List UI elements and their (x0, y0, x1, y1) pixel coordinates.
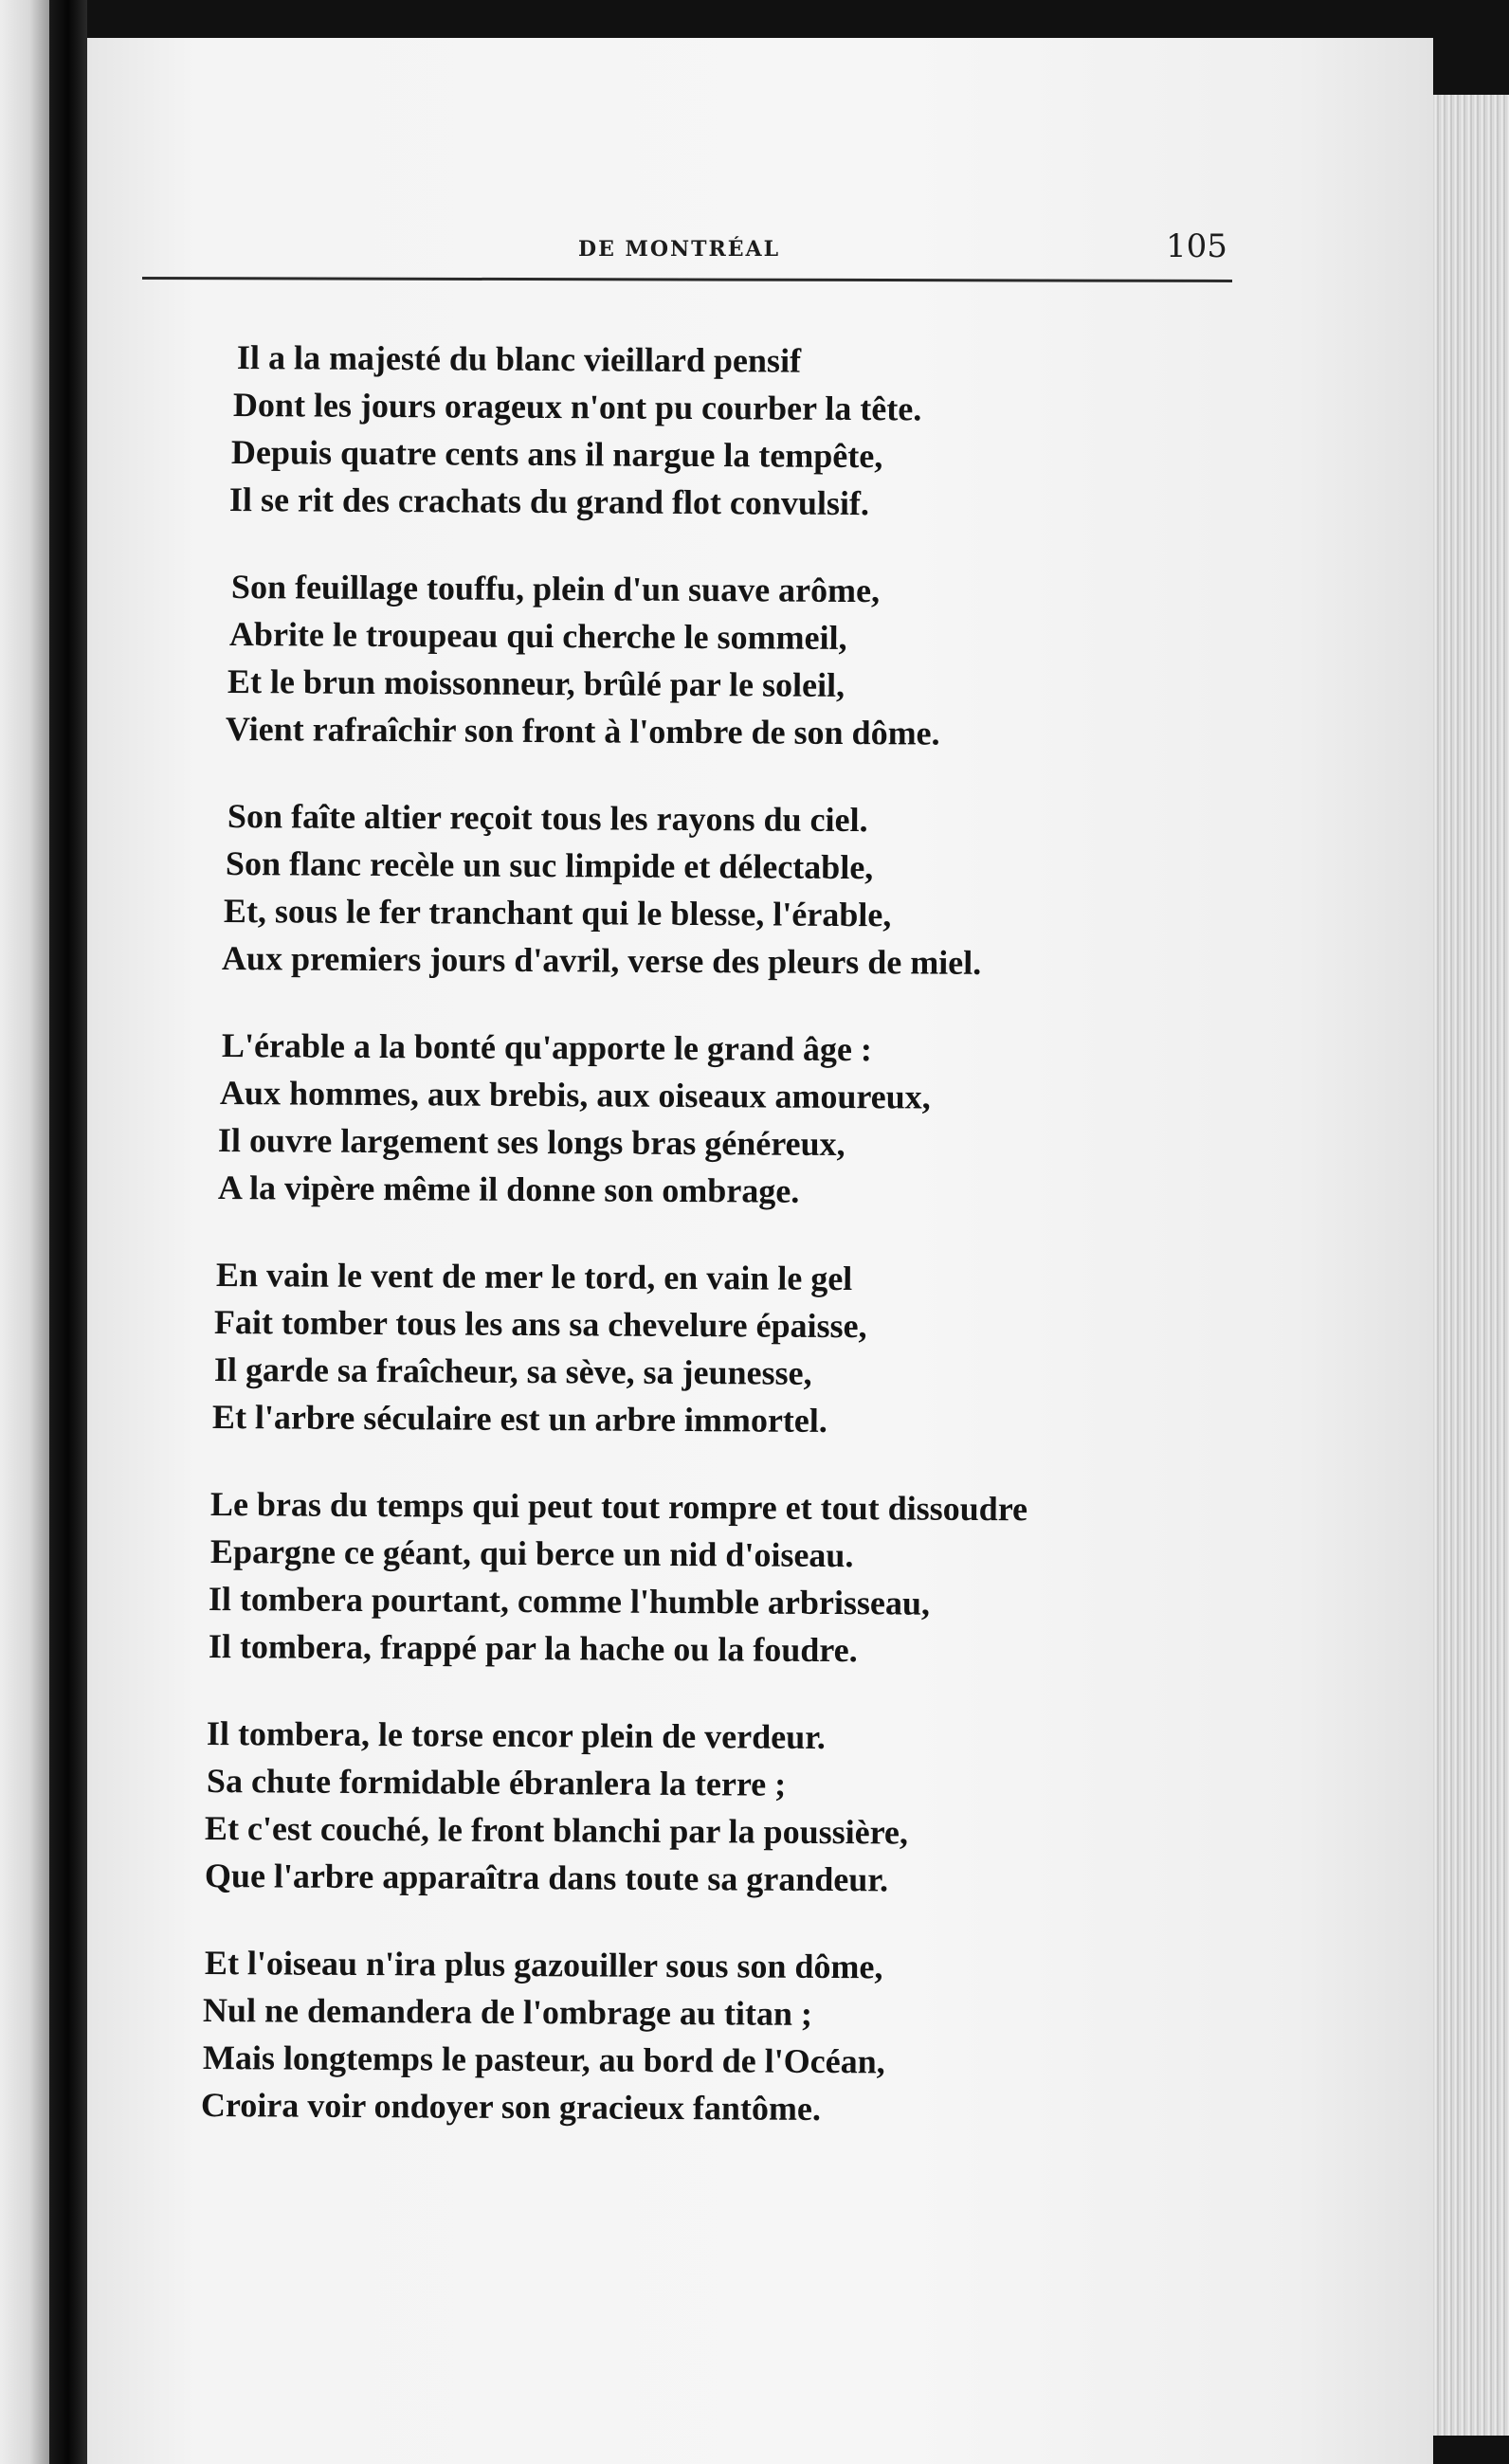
stanza (211, 1251, 1177, 1440)
stanza (225, 563, 1177, 752)
verse-line: Depuis quatre cents ans il nargue la tempête, (230, 433, 883, 476)
verse-line: Vient rafraîchir son front à l'ombre de son dôme. (225, 710, 940, 752)
verse-line: Il garde sa fraîcheur, sa sève, sa jeunesse, (213, 1350, 812, 1392)
verse-line: Il a la majesté du blanc vieillard pensif (236, 338, 802, 380)
stanza (229, 334, 1177, 523)
stanza (204, 1710, 1177, 1899)
stanza (208, 1480, 1177, 1670)
verse-line: Son feuillage touffu, plein d'un suave arôme, (230, 568, 881, 610)
verse-line: Son flanc recèle un suc limpide et délectable, (225, 844, 874, 887)
verse-line: Et l'arbre séculaire est un arbre immortel. (211, 1398, 827, 1440)
verse-line: Dont les jours orageux n'ont pu courber la tête. (232, 386, 922, 428)
verse-line: Le bras du temps qui peut tout rompre et tout dissoudre (209, 1485, 1028, 1529)
page-edges-stack (1433, 95, 1509, 2436)
verse-line: Sa chute formidable ébranlera la terre ; (206, 1762, 787, 1803)
verse-line: Il ouvre largement ses longs bras généreux, (217, 1121, 845, 1164)
verse-line: Et c'est couché, le front blanchi par la poussière, (204, 1809, 909, 1852)
verse-line: Et, sous le fer tranchant qui le blesse, l'érable, (223, 892, 892, 934)
verse-line: Que l'arbre apparaîtra dans toute sa grandeur. (204, 1857, 889, 1899)
verse-line: Epargne ce géant, qui berce un nid d'oiseau. (209, 1532, 854, 1575)
verse-line: Aux hommes, aux brebis, aux oiseaux amoureux, (219, 1074, 931, 1116)
stanza (221, 792, 1177, 982)
verse-line: Il tombera, frappé par la hache ou la foudre. (208, 1627, 858, 1670)
verse-line: Il tombera, le torse encor plein de verdeur. (206, 1714, 827, 1756)
page-number: 105 (1166, 227, 1227, 265)
verse-line: Croira voir ondoyer son gracieux fantôme. (200, 2086, 822, 2128)
stanza (217, 1022, 1177, 1211)
verse-line: Fait tomber tous les ans sa chevelure épaisse, (213, 1303, 867, 1346)
running-title: DE MONTRÉAL (578, 237, 781, 262)
running-head (142, 227, 1232, 294)
verse-line: L'érable a la bonté qu'apporte le grand âge : (221, 1026, 873, 1069)
verse-line: Il se rit des crachats du grand flot convulsif. (228, 480, 870, 523)
verse-line: Aux premiers jours d'avril, verse des pleurs de miel. (221, 939, 982, 982)
verse-line: Nul ne demandera de l'ombrage au titan ; (202, 1991, 813, 2033)
left-page-edge (0, 0, 49, 2464)
verse-line: Son faîte altier reçoit tous les rayons du ciel. (227, 797, 868, 840)
verse-line: Abrite le troupeau qui cherche le sommeil, (228, 615, 847, 657)
verse-line: Mais longtemps le pasteur, au bord de l'Océan, (202, 2038, 885, 2081)
poem-body (200, 334, 1177, 2168)
stanza (200, 1939, 1177, 2129)
verse-line: A la vipère même il donne son ombrage. (217, 1169, 800, 1210)
verse-line: En vain le vent de mer le tord, en vain le gel (215, 1256, 853, 1298)
verse-line: Et l'oiseau n'ira plus gazouiller sous son dôme, (204, 1944, 883, 1986)
scan-border (87, 0, 1509, 38)
verse-line: Il tombera pourtant, comme l'humble arbrisseau, (208, 1580, 931, 1622)
verse-line: Et le brun moissonneur, brûlé par le soleil, (227, 662, 845, 704)
book-gutter (49, 0, 87, 2464)
